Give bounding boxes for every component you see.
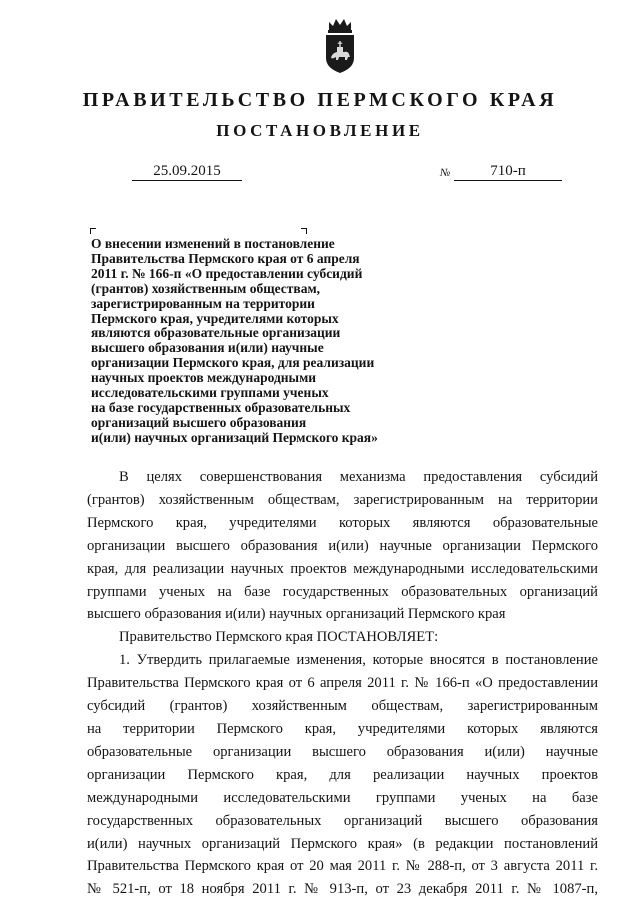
body-line: Правительства Пермского края от 20 мая 2011 г. № 288-п, от 3 августа 2011 г. [87, 858, 598, 875]
body-line: Пермского края, учредителями которых являются образовательные [87, 514, 598, 531]
body-line: № 521-п, от 18 ноября 2011 г. № 913-п, от 23 декабря 2011 г. № 1087-п, [87, 881, 598, 898]
document-body [87, 466, 598, 901]
subject-line: научных проектов международными [91, 370, 317, 386]
body-line: международными исследовательскими группами ученых на базе [87, 789, 598, 806]
body-line: (грантов) хозяйственным обществам, зарегистрированным на территории [87, 491, 598, 508]
body-line: и(или) научных организаций Пермского края» (в редакции постановлений [87, 835, 598, 852]
body-line: 1. Утвердить прилагаемые изменения, которые вносятся в постановление [119, 652, 598, 669]
subject-line: исследовательскими группами ученых [91, 385, 329, 401]
subject-line: зарегистрированным на территории [91, 295, 315, 311]
subject-line: организаций высшего образования [91, 414, 307, 430]
body-line: группами ученых на базе государственных образовательных организаций [87, 583, 598, 600]
subject-corner-right [301, 228, 307, 234]
document-subject [91, 237, 421, 446]
body-line: Правительства Пермского края от 6 апреля 2011 г. № 166-п «О предоставлении [87, 675, 598, 692]
body-line: высшего образования и(или) научных организаций Пермского края [87, 606, 506, 623]
subject-line: и(или) научных организаций Пермского края» [91, 429, 378, 445]
subject-line: 2011 г. № 166-п «О предоставлении субсидий [91, 265, 363, 281]
subject-corner-left [90, 228, 96, 234]
subject-line: О внесении изменений в постановление [91, 236, 335, 251]
subject-line: организации Пермского края, для реализации [91, 355, 375, 371]
subject-line: высшего образования и(или) научные [91, 340, 324, 356]
subject-line: являются образовательные организации [91, 325, 341, 341]
document-number: 710-п [454, 162, 562, 181]
document-date: 25.09.2015 [132, 162, 242, 181]
subject-line: Пермского края, учредителями которых [91, 310, 339, 326]
body-line: края, для реализации научных проектов международными исследовательскими [87, 560, 598, 577]
body-line: государственных образовательных организаций высшего образования [87, 812, 598, 829]
body-line: организации Пермского края, для реализации научных проектов [87, 766, 598, 783]
document-type: ПОСТАНОВЛЕНИЕ [216, 121, 424, 140]
body-line: организации высшего образования и(или) научные организации Пермского [87, 537, 598, 554]
body-line: субсидий (грантов) хозяйственным обществам, зарегистрированным [87, 698, 598, 715]
perm-krai-coat-of-arms-icon [322, 16, 358, 74]
number-label: № [440, 167, 451, 179]
body-line: В целях совершенствования механизма предоставления субсидий [119, 469, 598, 485]
subject-line: (грантов) хозяйственным обществам, [91, 280, 321, 296]
body-line: на территории Пермского края, учредителями которых являются [87, 720, 598, 737]
subject-line: Правительства Пермского края от 6 апреля [91, 250, 360, 266]
body-line: образовательные организации высшего образования и(или) научные [87, 743, 598, 760]
government-title: ПРАВИТЕЛЬСТВО ПЕРМСКОГО КРАЯ [82, 89, 558, 111]
body-line: Правительство Пермского края ПОСТАНОВЛЯЕТ: [119, 629, 439, 646]
subject-line: на базе государственных образовательных [91, 399, 351, 415]
